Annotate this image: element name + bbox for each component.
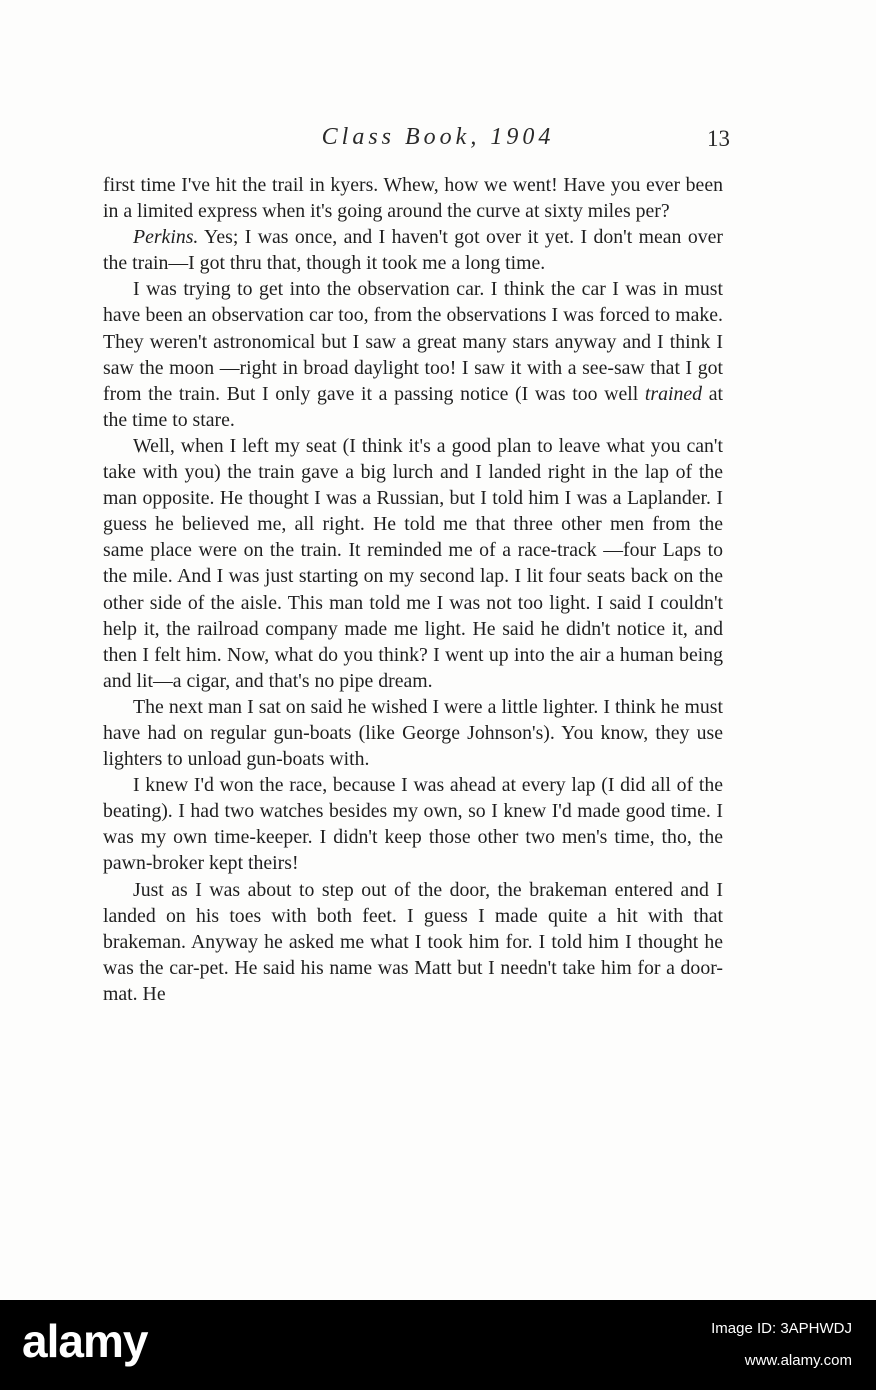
paragraph-3 <box>103 276 723 433</box>
image-id-label: Image ID: 3APHWDJ <box>711 1320 852 1337</box>
site-url-label: www.alamy.com <box>744 1352 852 1369</box>
running-head <box>0 124 876 160</box>
paragraph-4: Well, when I left my seat (I think it's a good plan to leave what you can't take with you) the train gave a big lurch and I landed right in the lap of the man opposite. He thought I was a Russian, but I told him I was a Laplander. I guess he believed me, all right. He told me that three other men from the same place were on the train. It reminded me of a race-track —four Laps to the mile. And I was just starting on my second lap. I lit four seats back on the other side of the aisle. This man told me I was not too light. I said I couldn't help it, the railroad company made me light. He said he didn't notice it, and then I felt him. Now, what do you think? I went up into the air a human being and lit—a cigar, and that's no pipe dream. <box>103 434 723 692</box>
paragraph-5: The next man I sat on said he wished I were a little lighter. I think he must have had on regular gun-boats (like George Johnson's). You know, they use lighters to unload gun-boats with. <box>103 695 723 771</box>
paragraph-3-tail: at the time to stare. <box>103 382 724 431</box>
paragraph-7: Just as I was about to step out of the door, the brakeman entered and I landed on his toes with both feet. I guess I made quite a hit with that brakeman. Anyway he asked me what I took him for. I told him I thought he was the car-pet. He said his name was Matt but I needn't take him for a door-mat. He <box>103 878 723 1005</box>
paragraph-3-text: I was trying to get into the observation car. I think the car I was in must have been an observation car too, from the observations I was forced to make. They weren't astronomical but I saw a great many stars anyway and I think I saw the moon —right in broad daylight too! I saw it with a see-saw that I got from the train. But I only gave it a passing notice (I was too well <box>103 278 723 405</box>
running-title: Class Book, 1904 <box>321 124 555 150</box>
paragraph-2-text: Yes; I was once, and I haven't got over it yet. I don't mean over the train—I got thru that, though it took me a long time. <box>103 226 723 275</box>
paragraph-2 <box>103 224 723 276</box>
emphasis-word: trained <box>644 382 703 405</box>
page-number: 13 <box>707 126 730 151</box>
watermark-footer <box>0 1300 876 1390</box>
alamy-logo: alamy <box>22 1315 148 1367</box>
paragraph-1: first time I've hit the trail in kyers. Whew, how we went! Have you ever been in a limited express when it's going around the curve at sixty miles per? <box>103 174 723 223</box>
paragraph-6: I knew I'd won the race, because I was ahead at every lap (I did all of the beating). I had two watches besides my own, so I knew I'd made good time. I was my own time-keeper. I didn't keep those other two men's time, tho, the pawn-broker kept theirs! <box>103 774 723 875</box>
speaker-name: Perkins. <box>133 226 199 249</box>
body-text <box>103 172 723 1007</box>
